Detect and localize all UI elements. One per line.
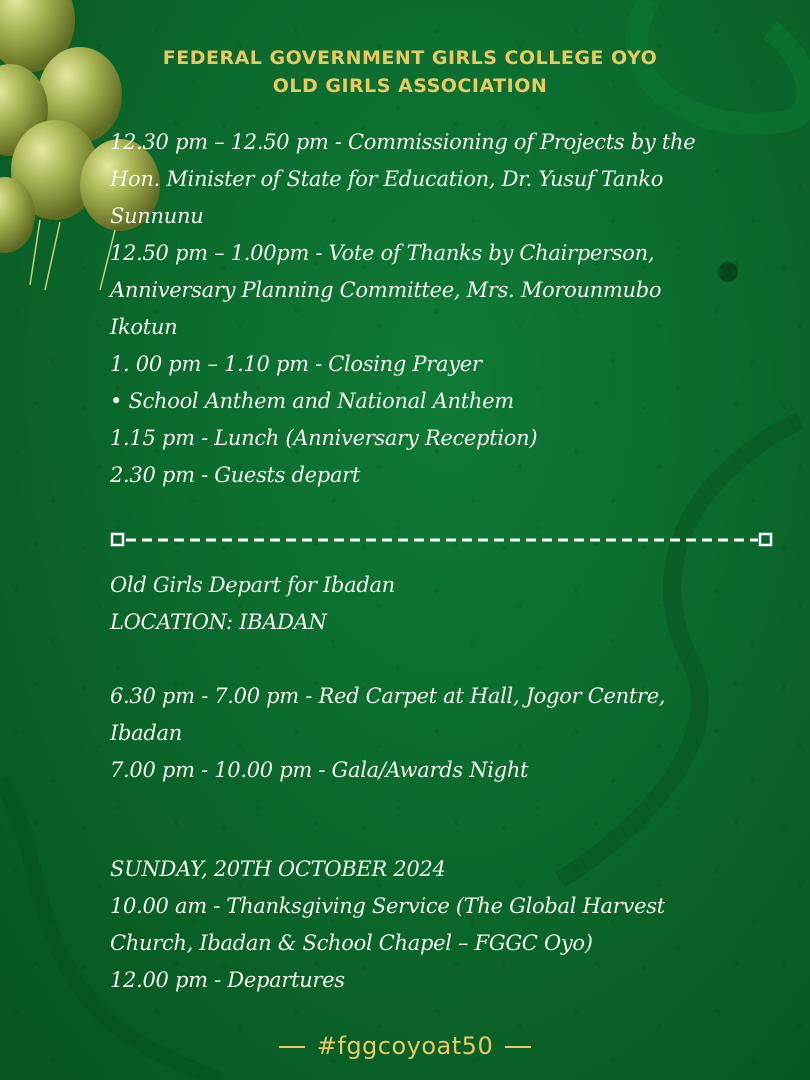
schedule-line: Church, Ibadan & School Chapel – FGGC Oyo): [110, 931, 593, 955]
header-line-2: OLD GIRLS ASSOCIATION: [272, 75, 548, 97]
dash-right: [505, 1046, 531, 1048]
depart-line: Old Girls Depart for Ibadan: [110, 573, 395, 597]
schedule-line: 10.00 am - Thanksgiving Service (The Global Harvest: [110, 894, 665, 918]
ibadan-schedule: [110, 567, 790, 999]
schedule-line: 2.30 pm - Guests depart: [110, 463, 361, 487]
dash-left: [279, 1046, 305, 1048]
schedule-line: 1.15 pm - Lunch (Anniversary Reception): [110, 426, 538, 450]
location-line: LOCATION: IBADAN: [110, 610, 327, 634]
schedule-line: Hon. Minister of State for Education, Dr. Yusuf Tanko: [110, 167, 664, 191]
hashtag-text: #fggcoyoat50: [316, 1032, 494, 1060]
schedule-line: 12.30 pm – 12.50 pm - Commissioning of Projects by the: [110, 130, 696, 154]
schedule-line: Ibadan: [110, 721, 182, 745]
organization-header: [0, 44, 810, 100]
schedule-line: 12.00 pm - Departures: [110, 968, 345, 992]
schedule-line: 1. 00 pm – 1.10 pm - Closing Prayer: [110, 352, 482, 376]
schedule-line: 7.00 pm - 10.00 pm - Gala/Awards Night: [110, 758, 529, 782]
oyo-schedule: [110, 124, 790, 494]
schedule-line: 6.30 pm - 7.00 pm - Red Carpet at Hall, Jogor Centre,: [110, 684, 666, 708]
schedule-line: Sunnunu: [110, 204, 204, 228]
dashed-divider: [110, 532, 774, 548]
schedule-line: • School Anthem and National Anthem: [110, 389, 514, 413]
footer-hashtag: [0, 1032, 810, 1060]
schedule-line: Anniversary Planning Committee, Mrs. Morounmubo: [110, 278, 662, 302]
schedule-line: Ikotun: [110, 315, 178, 339]
header-line-1: FEDERAL GOVERNMENT GIRLS COLLEGE OYO: [162, 47, 658, 69]
sunday-date: SUNDAY, 20TH OCTOBER 2024: [110, 857, 446, 881]
schedule-line: 12.50 pm – 1.00pm - Vote of Thanks by Chairperson,: [110, 241, 655, 265]
